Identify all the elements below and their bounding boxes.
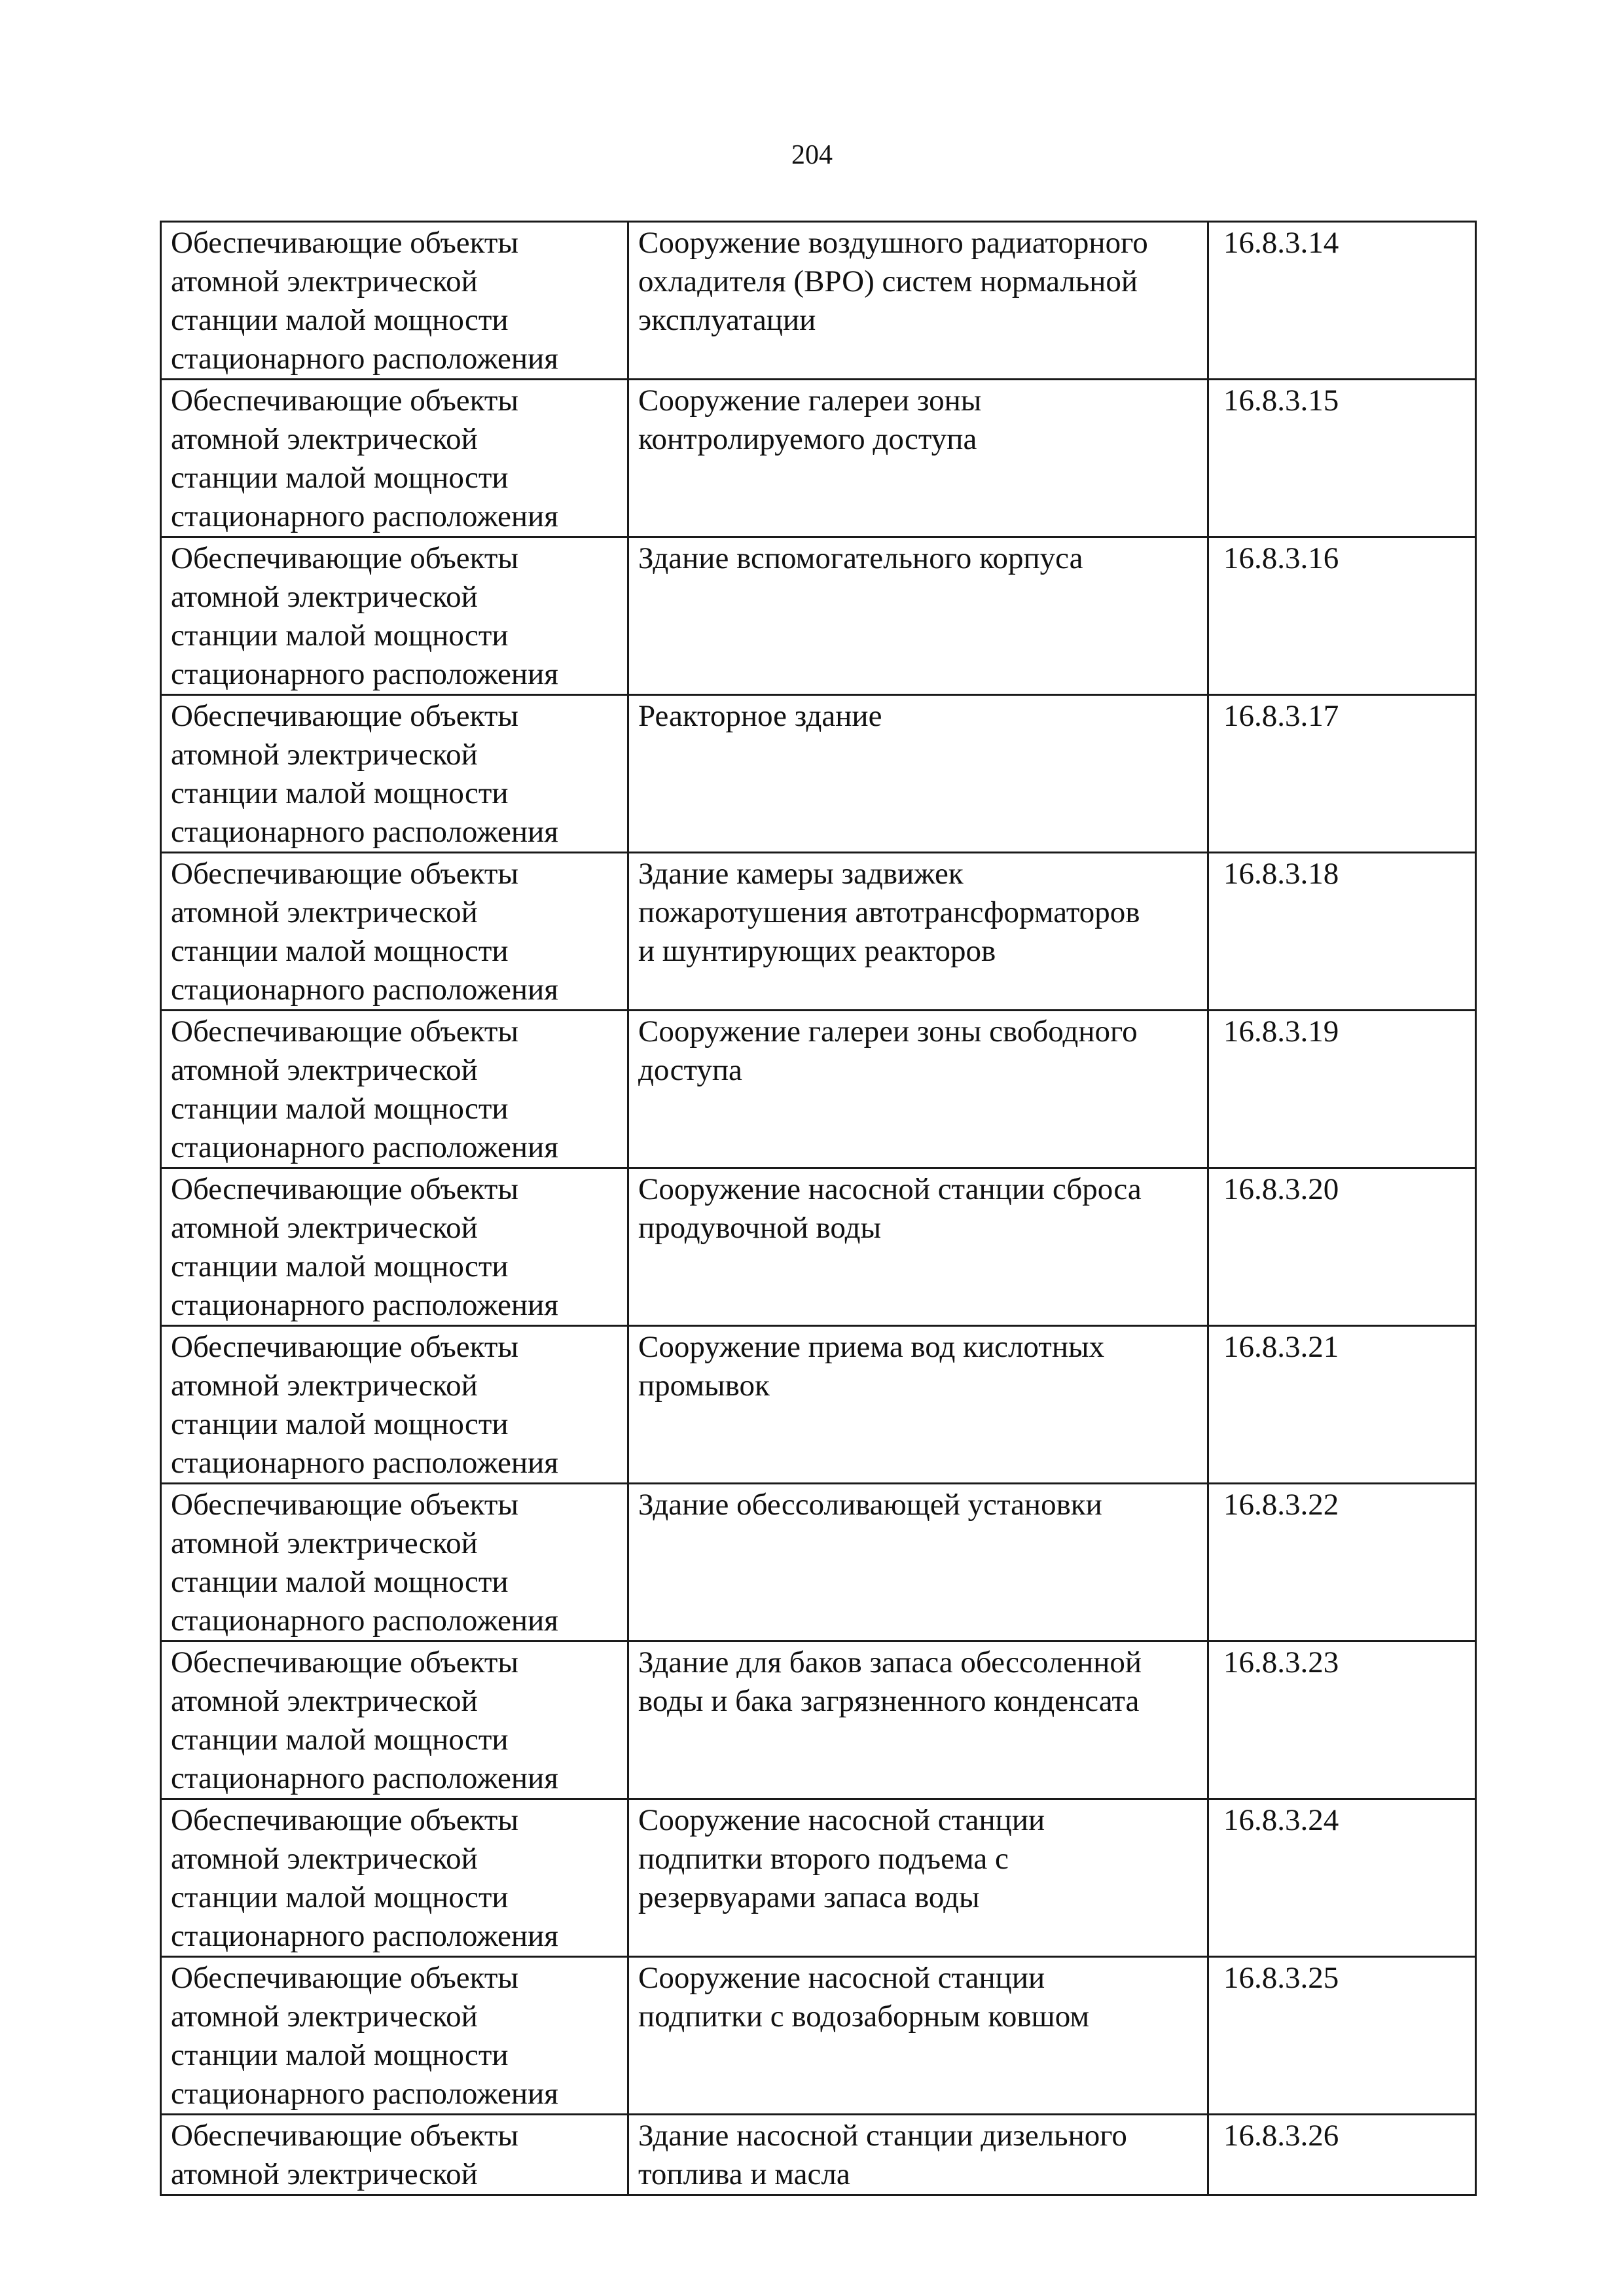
object-code: 16.8.3.14 [1223,226,1339,260]
object-code: 16.8.3.21 [1223,1330,1339,1364]
code-cell [1208,222,1476,380]
table-row [161,1011,1476,1168]
table-row [161,695,1476,853]
object-code: 16.8.3.24 [1223,1803,1339,1837]
object-code: 16.8.3.18 [1223,857,1339,891]
object-cell [628,222,1208,380]
table-row [161,1168,1476,1326]
code-cell [1208,853,1476,1011]
category-text: Обеспечивающие объекты атомной электрической станции малой мощности стационарного расположения [171,699,558,849]
table-row [161,1484,1476,1641]
object-cell [628,2115,1208,2195]
code-cell [1208,1484,1476,1641]
object-code: 16.8.3.25 [1223,1961,1339,1995]
object-cell [628,1957,1208,2115]
category-cell [161,222,628,380]
table-row [161,1799,1476,1957]
object-cell [628,1168,1208,1326]
object-code: 16.8.3.22 [1223,1488,1339,1522]
category-cell [161,1168,628,1326]
object-text: Сооружение галереи зоны свободного доступа [638,1014,1138,1087]
object-text: Здание обессоливающей установки [638,1488,1102,1522]
object-text: Сооружение насосной станции подпитки с водозаборным ковшом [638,1961,1090,2034]
object-cell [628,1484,1208,1641]
object-cell [628,853,1208,1011]
category-text: Обеспечивающие объекты атомной электрической станции малой мощности стационарного расположения [171,1172,558,1322]
category-cell [161,1641,628,1799]
category-text: Обеспечивающие объекты атомной электрической станции малой мощности стационарного расположения [171,384,558,533]
code-cell [1208,1641,1476,1799]
object-text: Сооружение насосной станции сброса продувочной воды [638,1172,1142,1245]
code-cell [1208,1957,1476,2115]
table-row [161,1957,1476,2115]
object-code: 16.8.3.23 [1223,1645,1339,1679]
code-cell [1208,2115,1476,2195]
object-code: 16.8.3.26 [1223,2119,1339,2153]
object-text: Сооружение галереи зоны контролируемого доступа [638,384,982,456]
table-row [161,222,1476,380]
category-cell [161,1799,628,1957]
category-cell [161,380,628,537]
object-text: Сооружение приема вод кислотных промывок [638,1330,1105,1403]
category-cell [161,1484,628,1641]
code-cell [1208,537,1476,695]
objects-table [160,221,1477,2196]
category-text: Обеспечивающие объекты атомной электрической станции малой мощности стационарного расположения [171,1645,558,1795]
category-cell [161,2115,628,2195]
object-text: Сооружение насосной станции подпитки второго подъема с резервуарами запаса воды [638,1803,1045,1914]
category-cell [161,537,628,695]
code-cell [1208,380,1476,537]
category-cell [161,695,628,853]
code-cell [1208,695,1476,853]
object-code: 16.8.3.15 [1223,384,1339,418]
code-cell [1208,1799,1476,1957]
category-text: Обеспечивающие объекты атомной электрической станции малой мощности стационарного расположения [171,541,558,691]
object-cell [628,1799,1208,1957]
category-text: Обеспечивающие объекты атомной электрической станции малой мощности стационарного расположения [171,1488,558,1638]
table-row [161,537,1476,695]
object-code: 16.8.3.19 [1223,1014,1339,1049]
category-text: Обеспечивающие объекты атомной электрической станции малой мощности стационарного расположения [171,1014,558,1164]
code-cell [1208,1168,1476,1326]
table-row [161,380,1476,537]
category-cell [161,853,628,1011]
category-text: Обеспечивающие объекты атомной электрической станции малой мощности стационарного расположения [171,226,558,376]
object-cell [628,695,1208,853]
object-text: Здание для баков запаса обессоленной воды и бака загрязненного конденсата [638,1645,1142,1718]
object-cell [628,1011,1208,1168]
object-cell [628,380,1208,537]
category-text: Обеспечивающие объекты атомной электрической [171,2119,518,2191]
category-text: Обеспечивающие объекты атомной электрической станции малой мощности стационарного расположения [171,1961,558,2111]
table-row [161,2115,1476,2195]
object-code: 16.8.3.16 [1223,541,1339,575]
object-text: Здание камеры задвижек пожаротушения автотрансформаторов и шунтирующих реакторов [638,857,1140,968]
category-text: Обеспечивающие объекты атомной электрической станции малой мощности стационарного расположения [171,857,558,1007]
object-code: 16.8.3.17 [1223,699,1339,733]
table-row [161,1641,1476,1799]
object-text: Сооружение воздушного радиаторного охладителя (ВРО) систем нормальной эксплуатации [638,226,1148,337]
category-cell [161,1957,628,2115]
code-cell [1208,1326,1476,1484]
object-cell [628,1641,1208,1799]
category-cell [161,1011,628,1168]
table-row [161,853,1476,1011]
object-cell [628,1326,1208,1484]
object-text: Реакторное здание [638,699,882,733]
table-row [161,1326,1476,1484]
code-cell [1208,1011,1476,1168]
category-cell [161,1326,628,1484]
page-number: 204 [791,140,833,170]
object-text: Здание насосной станции дизельного топлива и масла [638,2119,1127,2191]
category-text: Обеспечивающие объекты атомной электрической станции малой мощности стационарного расположения [171,1330,558,1480]
object-code: 16.8.3.20 [1223,1172,1339,1206]
category-text: Обеспечивающие объекты атомной электрической станции малой мощности стационарного расположения [171,1803,558,1953]
object-text: Здание вспомогательного корпуса [638,541,1083,575]
object-cell [628,537,1208,695]
